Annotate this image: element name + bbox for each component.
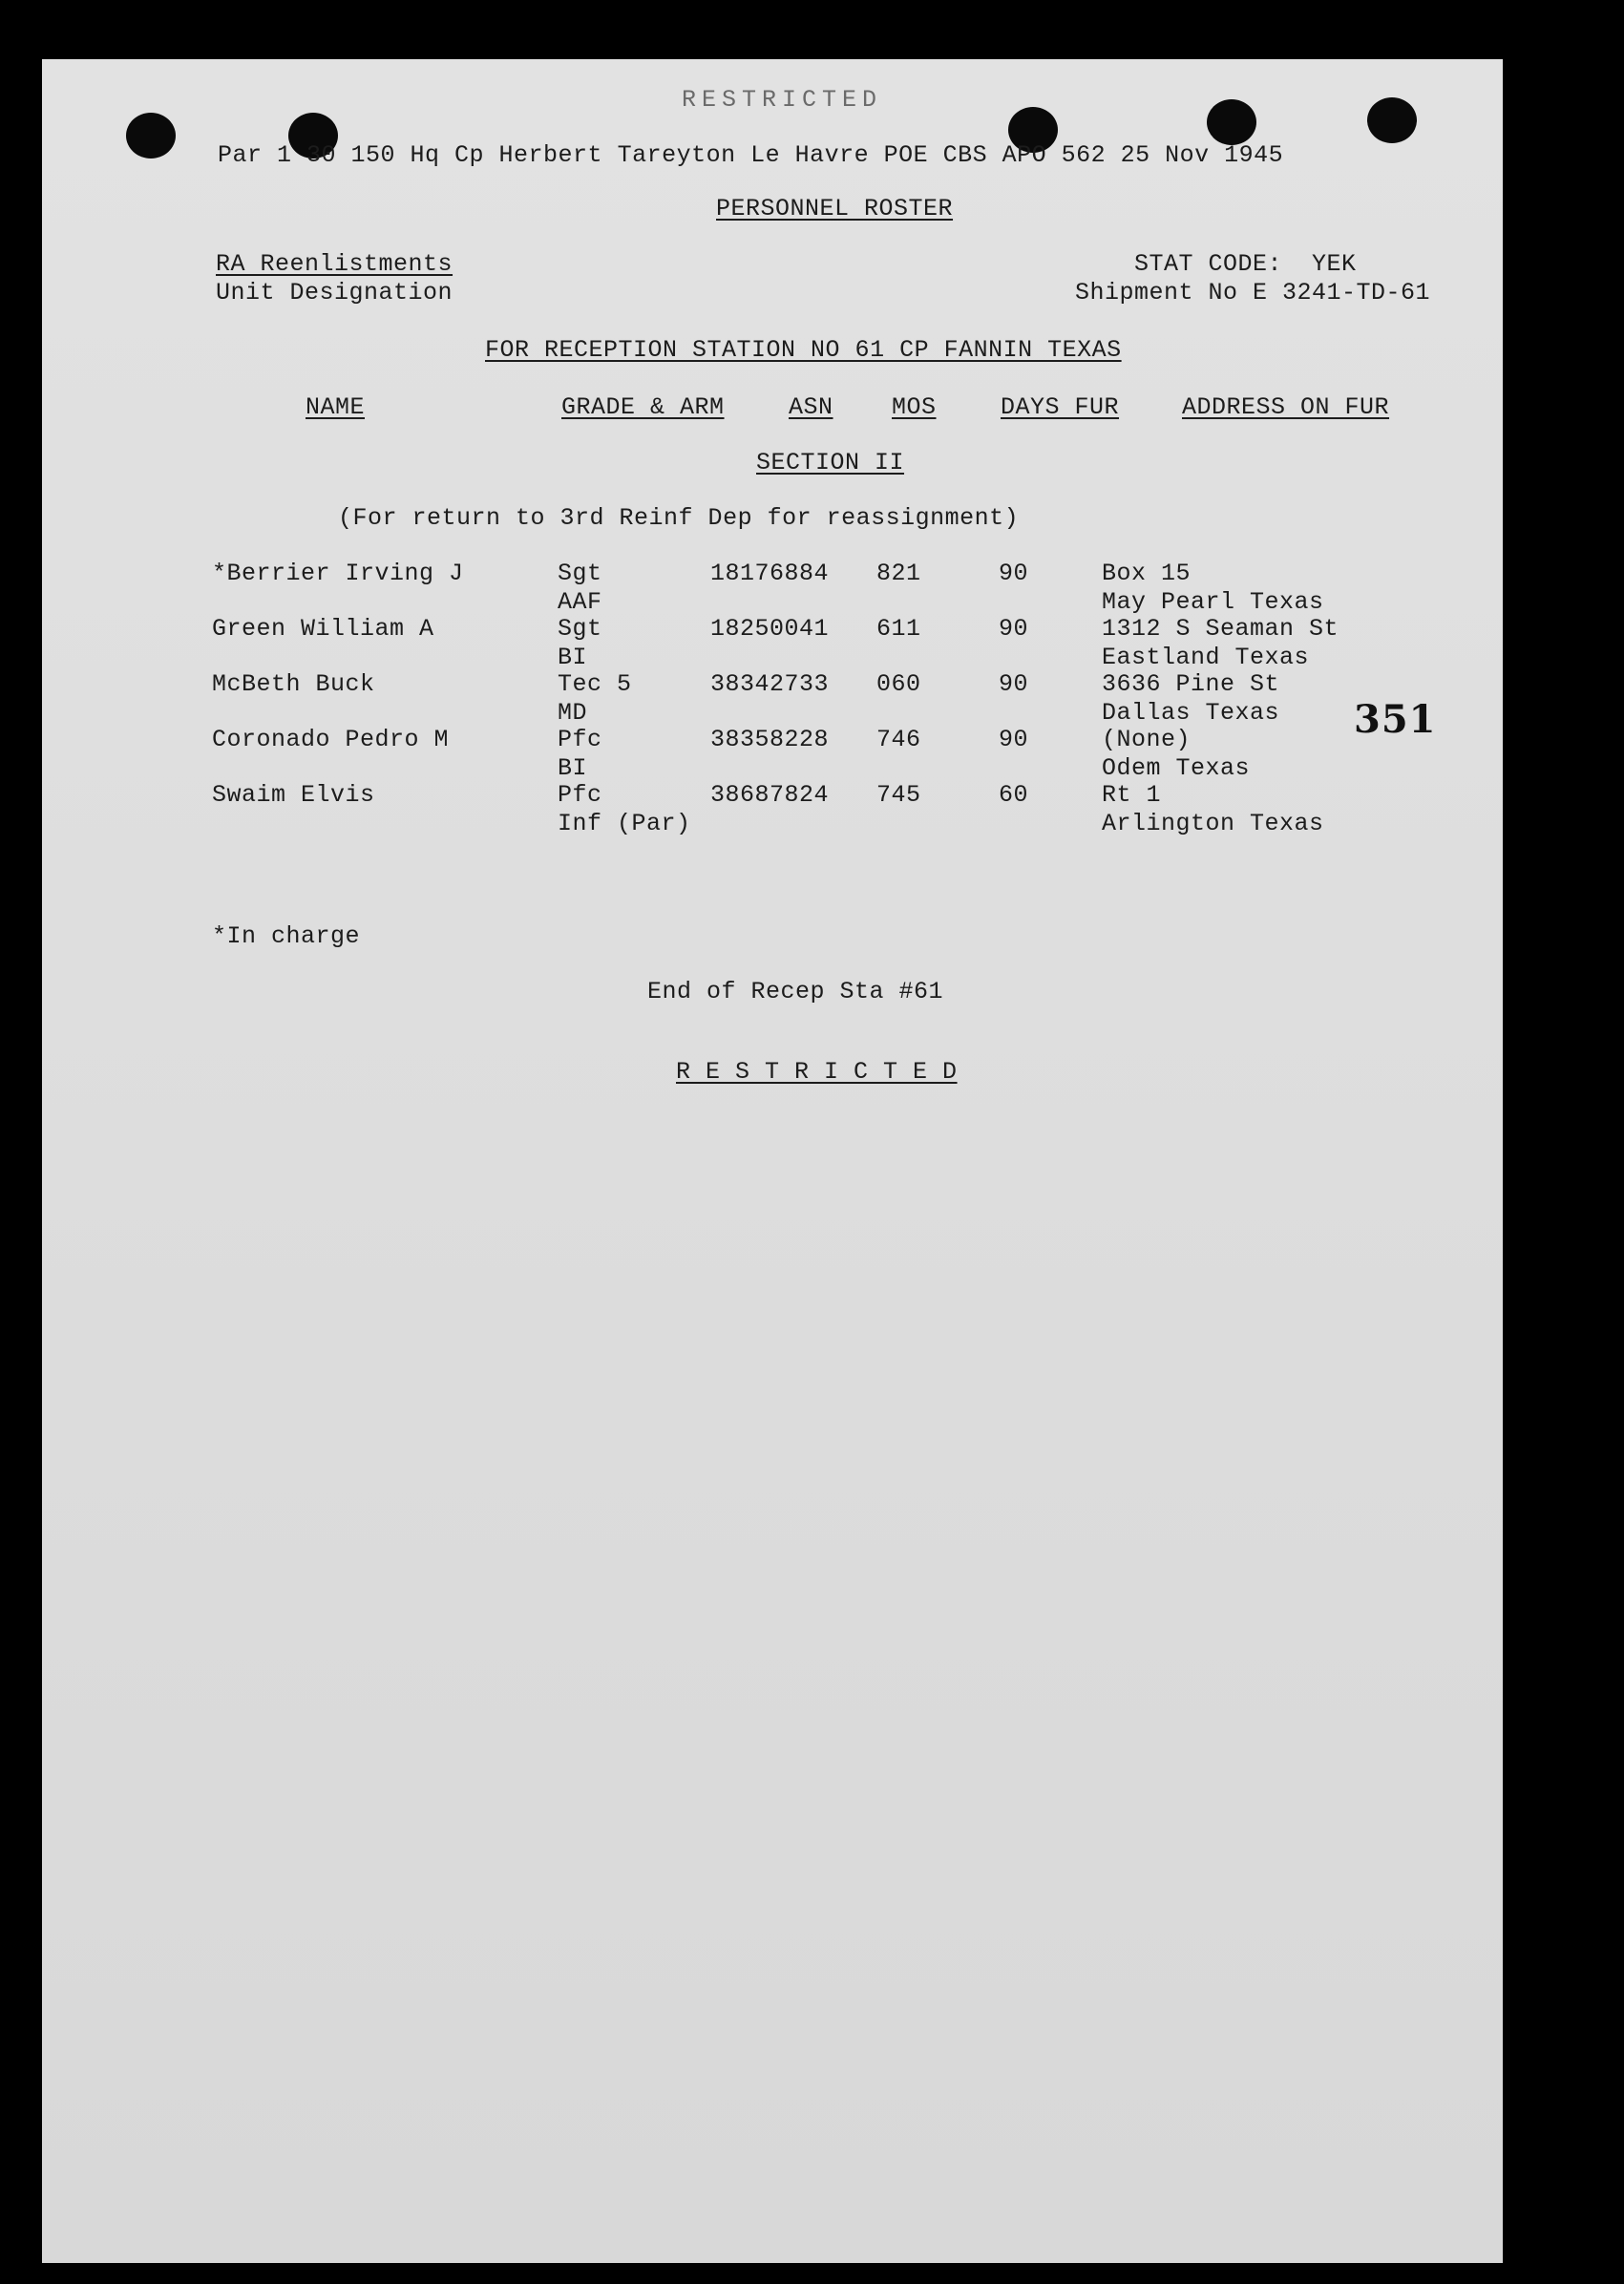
soldier-address-1: (None) <box>1102 726 1192 753</box>
soldier-arm: MD <box>558 699 588 727</box>
destination-line: FOR RECEPTION STATION NO 61 CP FANNIN TEXAS <box>485 336 1122 364</box>
soldier-address-1: 1312 S Seaman St <box>1102 615 1339 643</box>
soldier-name: Green William A <box>212 615 434 643</box>
soldier-asn: 38358228 <box>710 726 830 753</box>
soldier-address-1: Rt 1 <box>1102 781 1162 809</box>
in-charge-note: *In charge <box>212 922 361 950</box>
soldier-name: Swaim Elvis <box>212 781 375 809</box>
soldier-days: 60 <box>999 781 1029 809</box>
paragraph-line: Par 1 30 150 Hq Cp Herbert Tareyton Le Havre POE CBS APO 562 25 Nov 1945 <box>218 141 1284 169</box>
punch-hole <box>1367 97 1417 143</box>
soldier-arm: BI <box>558 644 588 671</box>
soldier-days: 90 <box>999 726 1029 753</box>
punch-hole <box>1207 99 1256 145</box>
col-mos: MOS <box>892 393 937 421</box>
soldier-address-2: Odem Texas <box>1102 754 1251 782</box>
soldier-asn: 38342733 <box>710 670 830 698</box>
col-asn: ASN <box>789 393 833 421</box>
soldier-asn: 18250041 <box>710 615 830 643</box>
soldier-grade: Tec 5 <box>558 670 632 698</box>
soldier-name: Coronado Pedro M <box>212 726 450 753</box>
end-line: End of Recep Sta #61 <box>647 978 944 1005</box>
soldier-address-2: Eastland Texas <box>1102 644 1310 671</box>
section-note: (For return to 3rd Reinf Dep for reassignment) <box>338 504 1020 532</box>
soldier-address-2: May Pearl Texas <box>1102 588 1324 616</box>
soldier-address-2: Arlington Texas <box>1102 810 1324 837</box>
soldier-days: 90 <box>999 560 1029 587</box>
soldier-address-1: 3636 Pine St <box>1102 670 1280 698</box>
soldier-mos: 611 <box>876 615 921 643</box>
soldier-asn: 18176884 <box>710 560 830 587</box>
soldier-grade: Sgt <box>558 560 602 587</box>
shipment-number: Shipment No E 3241-TD-61 <box>1075 279 1431 307</box>
soldier-arm: AAF <box>558 588 602 616</box>
document-page <box>42 59 1503 2263</box>
punch-hole <box>126 113 176 159</box>
soldier-mos: 821 <box>876 560 921 587</box>
unit-label: RA Reenlistments <box>216 250 453 278</box>
soldier-grade: Pfc <box>558 781 602 809</box>
soldier-days: 90 <box>999 670 1029 698</box>
soldier-days: 90 <box>999 615 1029 643</box>
col-grade-arm: GRADE & ARM <box>561 393 725 421</box>
page-number-stamp: 351 <box>1354 697 1437 742</box>
soldier-mos: 745 <box>876 781 921 809</box>
soldier-mos: 060 <box>876 670 921 698</box>
soldier-grade: Sgt <box>558 615 602 643</box>
roster-title: PERSONNEL ROSTER <box>716 195 954 222</box>
classification-top: RESTRICTED <box>682 86 883 114</box>
classification-bottom: R E S T R I C T E D <box>676 1058 958 1086</box>
section-title: SECTION II <box>756 449 905 476</box>
stat-code: STAT CODE: YEK <box>1134 250 1357 278</box>
soldier-grade: Pfc <box>558 726 602 753</box>
col-address: ADDRESS ON FUR <box>1182 393 1390 421</box>
soldier-address-2: Dallas Texas <box>1102 699 1280 727</box>
soldier-arm: BI <box>558 754 588 782</box>
col-days-fur: DAYS FUR <box>1001 393 1120 421</box>
col-name: NAME <box>306 393 366 421</box>
soldier-address-1: Box 15 <box>1102 560 1192 587</box>
soldier-arm: Inf (Par) <box>558 810 691 837</box>
soldier-asn: 38687824 <box>710 781 830 809</box>
soldier-name: McBeth Buck <box>212 670 375 698</box>
soldier-mos: 746 <box>876 726 921 753</box>
unit-designation-label: Unit Designation <box>216 279 453 307</box>
soldier-name: *Berrier Irving J <box>212 560 464 587</box>
